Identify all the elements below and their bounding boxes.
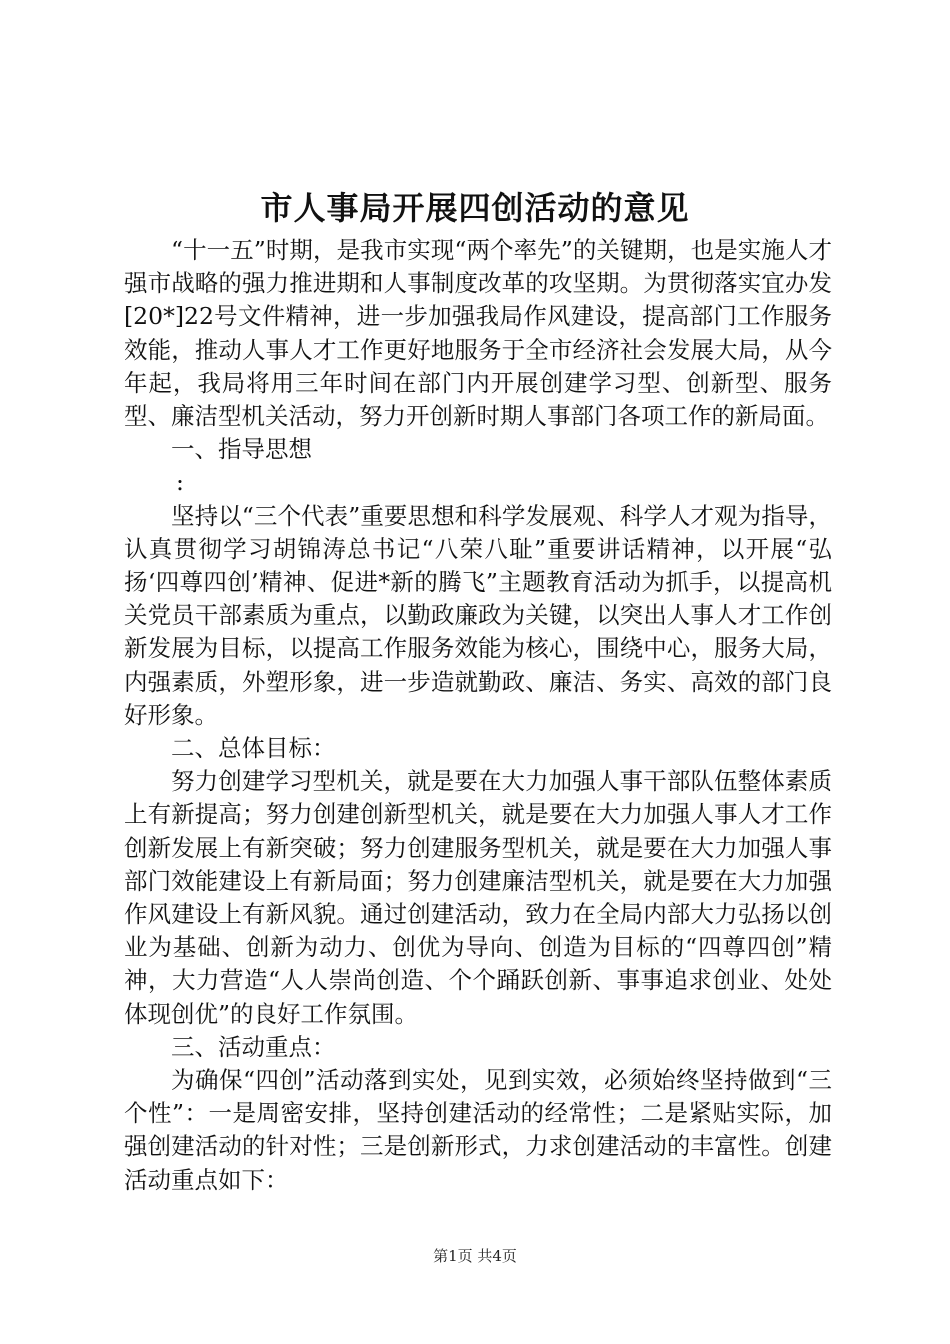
document-body (124, 234, 832, 1197)
intro-paragraph: “十一五”时期，是我市实现“两个率先”的关键期，也是实施人才强市战略的强力推进期和人事制度改革的攻坚期。为贯彻落实宜办发[20*]22号文件精神，进一步加强我局作风建设，提高部门工作服务效能，推动人事人才工作更好地服务于全市经济社会发展大局，从今年起，我局将用三年时间在部门内开展创建学习型、创新型、服务型、廉洁型机关活动，努力开创新时期人事部门各项工作的新局面。 (124, 236, 832, 431)
overall-goal-paragraph: 努力创建学习型机关，就是要在大力加强人事干部队伍整体素质上有新提高；努力创建创新型机关，就是要在大力加强人事人才工作创新发展上有新突破；努力创建服务型机关，就是要在大力加强人事部门效能建设上有新局面；努力创建廉洁型机关，就是要在大力加强作风建设上有新风貌。通过创建活动，致力在全局内部大力弘扬以创业为基础、创新为动力、创优为导向、创造为目标的“四尊四创”精神，大力营造“人人崇尚创造、个个踊跃创新、事事追求创业、处处体现创优”的良好工作氛围。 (124, 767, 832, 1028)
document-title: 市人事局开展四创活动的意见 (260, 189, 690, 227)
section-heading-guiding-thought: 一、指导思想 (171, 435, 312, 464)
section-heading-key-activities: 三、活动重点： (171, 1032, 336, 1061)
page-footer: 第1页 共4页 (433, 1247, 517, 1265)
section-heading-overall-goal: 二、总体目标： (171, 734, 336, 763)
key-activities-paragraph: 为确保“四创”活动落到实处，见到实效，必须始终坚持做到“三个性”：一是周密安排，坚持创建活动的经常性；二是紧贴实际，加强创建活动的针对性；三是创新形式，力求创建活动的丰富性。创建活动重点如下： (124, 1066, 832, 1194)
guiding-thought-paragraph: 坚持以“三个代表”重要思想和科学发展观、科学人才观为指导，认真贯彻学习胡锦涛总书记“八荣八耻”重要讲话精神，以开展“弘扬‘四尊四创’精神、促进*新的腾飞”主题教育活动为抓手，以提高机关党员干部素质为重点，以勤政廉政为关键，以突出人事人才工作创新发展为目标，以提高工作服务效能为核心，围绕中心，服务大局，内强素质，外塑形象，进一步造就勤政、廉洁、务实、高效的部门良好形象。 (124, 501, 832, 729)
stray-colon: : (176, 468, 184, 497)
